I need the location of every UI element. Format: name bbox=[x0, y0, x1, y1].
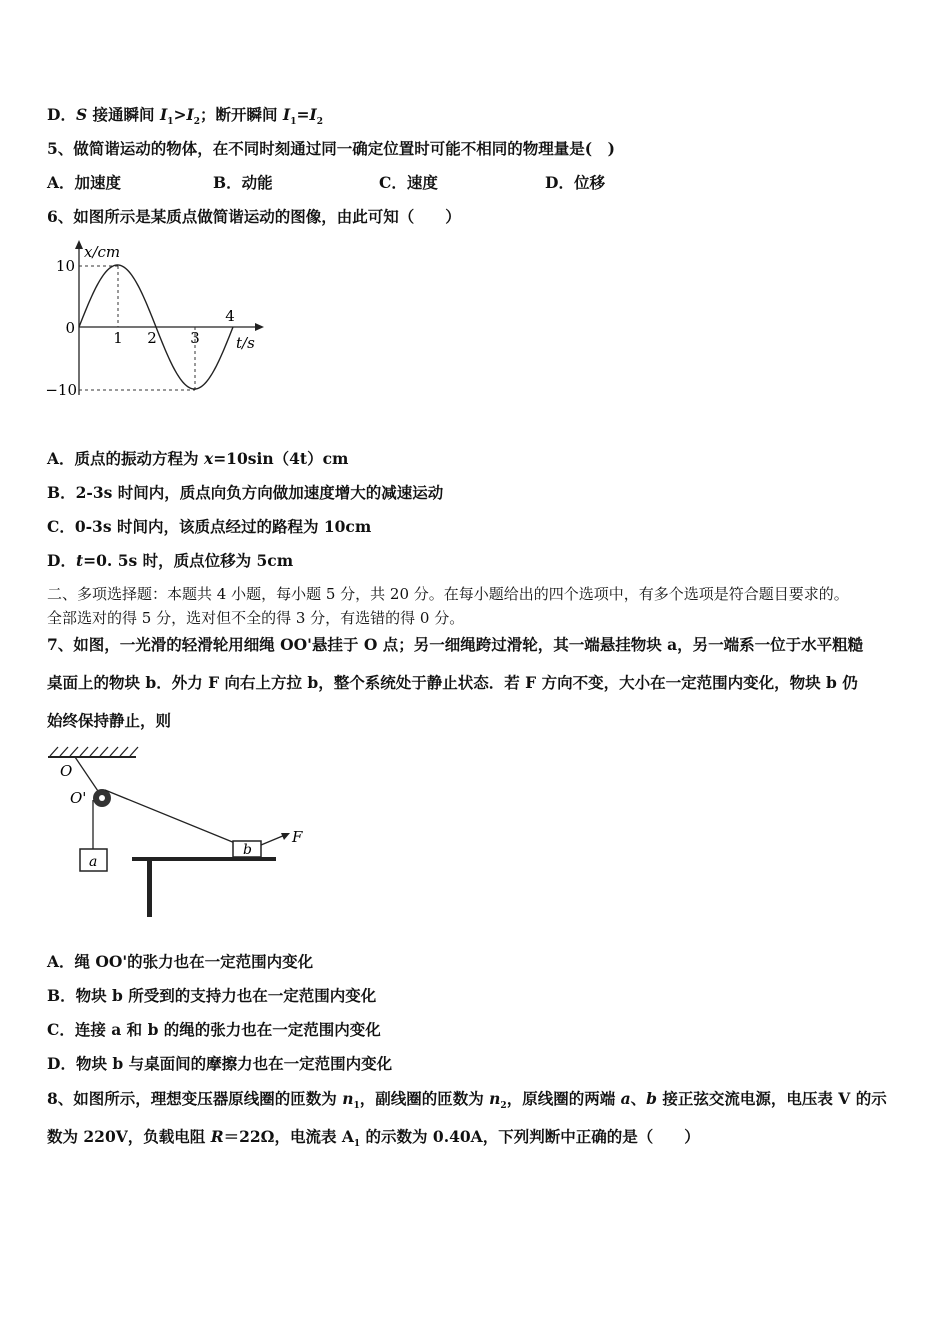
y-axis-arrow-icon bbox=[75, 240, 83, 249]
subscript: 2 bbox=[193, 117, 201, 128]
current-symbol: I bbox=[282, 105, 291, 124]
option-letter: D． bbox=[47, 551, 76, 570]
var-n: n bbox=[489, 1089, 501, 1108]
var-a: a bbox=[620, 1089, 631, 1108]
subscript: 1 bbox=[353, 1139, 361, 1150]
section2-instructions-line1: 二、多项选择题：本题共 4 小题，每小题 5 分，共 20 分。在每小题给出的四个选项中，有多个选项是符合题目要求的。 bbox=[47, 585, 849, 603]
q6-graph bbox=[40, 240, 280, 405]
q7-stem-line2: 桌面上的物块 b．外力 F 向右上方拉 b，整个系统处于静止状态．若 F 方向不变，大小在一定范围内变化，物块 b 仍 bbox=[47, 673, 858, 692]
x-tick-4: 4 bbox=[225, 307, 235, 325]
q6-option-b[interactable]: B．2-3s 时间内，质点向负方向做加速度增大的减速运动 bbox=[47, 483, 444, 502]
q7-figure bbox=[40, 742, 320, 922]
stem-text: ＝22Ω，电流表 A bbox=[223, 1127, 354, 1146]
option-letter: D． bbox=[47, 105, 76, 124]
operator: = bbox=[296, 105, 310, 124]
stem-text: ，副线圈的匝数为 bbox=[359, 1089, 490, 1108]
subscript: 1 bbox=[167, 117, 174, 128]
stem-text: 8、如图所示，理想变压器原线圈的匝数为 bbox=[47, 1089, 343, 1108]
current-symbol: I bbox=[309, 105, 317, 124]
variable-x: x bbox=[203, 449, 214, 468]
q7-stem-line1: 7、如图，一光滑的轻滑轮用细绳 OO'悬挂于 O 点；另一细绳跨过滑轮，其一端悬挂物块 a，另一端系一位于水平粗糙 bbox=[47, 635, 864, 654]
operator: > bbox=[173, 105, 187, 124]
label-o-prime: O' bbox=[70, 789, 87, 807]
var-n: n bbox=[342, 1089, 354, 1108]
subscript: 1 bbox=[353, 1101, 360, 1112]
table-leg bbox=[147, 861, 152, 917]
x-tick-2: 2 bbox=[147, 329, 157, 347]
ceiling-hatch bbox=[50, 747, 138, 756]
stem-text: ，原线圈的两端 bbox=[506, 1089, 621, 1108]
x-axis-arrow-icon bbox=[255, 323, 264, 331]
label-b: b bbox=[243, 842, 252, 858]
q5-option-b[interactable]: B．动能 bbox=[213, 173, 273, 192]
label-f: F bbox=[292, 828, 303, 846]
q6-option-c[interactable]: C．0-3s 时间内，该质点经过的路程为 10cm bbox=[47, 517, 372, 536]
y-tick-0: 0 bbox=[65, 319, 75, 337]
subscript: 2 bbox=[500, 1101, 507, 1112]
subscript: 2 bbox=[316, 117, 323, 128]
q8-stem-line2 bbox=[47, 1125, 700, 1149]
stem-text: 的示数为 0.40A，下列判断中正确的是（ ） bbox=[360, 1127, 700, 1146]
label-a: a bbox=[89, 854, 98, 870]
q5-option-a[interactable]: A．加速度 bbox=[47, 173, 122, 192]
variable-t: t bbox=[75, 551, 84, 570]
y-tick-10: 10 bbox=[55, 257, 75, 275]
prev-option-d bbox=[47, 103, 323, 127]
current-symbol: I bbox=[159, 105, 168, 124]
q7-option-d[interactable]: D．物块 b 与桌面间的摩擦力也在一定范围内变化 bbox=[47, 1054, 393, 1073]
q5-options bbox=[47, 171, 605, 193]
option-text: 接通瞬间 bbox=[87, 105, 160, 124]
y-axis-label: x/cm bbox=[84, 243, 121, 261]
q6-option-d[interactable] bbox=[47, 549, 293, 571]
switch-symbol: S bbox=[75, 105, 88, 124]
option-text: =10sin（4t）cm bbox=[213, 449, 349, 468]
y-tick-neg10: −10 bbox=[45, 381, 77, 399]
rope-to-b bbox=[105, 790, 235, 843]
q5-stem: 5、做简谐运动的物体，在不同时刻通过同一确定位置时可能不相同的物理量是( ) bbox=[47, 139, 615, 158]
q5-option-c[interactable]: C．速度 bbox=[379, 173, 438, 192]
x-axis-label: t/s bbox=[236, 334, 255, 352]
section2-instructions-line2: 全部选对的得 5 分，选对但不全的得 3 分，有选错的得 0 分。 bbox=[47, 609, 465, 627]
stem-text: 接正弦交流电源，电压表 V 的示 bbox=[657, 1089, 887, 1108]
separator: 、 bbox=[630, 1089, 647, 1108]
subscript: 1 bbox=[290, 117, 297, 128]
current-symbol: I bbox=[186, 105, 194, 124]
force-arrow bbox=[261, 835, 285, 845]
q6-stem: 6、如图所示是某质点做简谐运动的图像，由此可知（ ） bbox=[47, 207, 461, 226]
pulley-axle bbox=[99, 795, 105, 801]
var-r: R bbox=[210, 1127, 224, 1146]
option-text: =0. 5s 时，质点位移为 5cm bbox=[83, 551, 294, 570]
stem-text: 数为 220V，负载电阻 bbox=[47, 1127, 211, 1146]
x-tick-1: 1 bbox=[113, 329, 123, 347]
x-tick-3: 3 bbox=[190, 329, 200, 347]
q5-option-d[interactable]: D．位移 bbox=[545, 173, 605, 192]
label-o: O bbox=[60, 762, 73, 780]
q6-option-a[interactable] bbox=[47, 447, 348, 469]
q7-option-b[interactable]: B．物块 b 所受到的支持力也在一定范围内变化 bbox=[47, 986, 377, 1005]
option-text: A．质点的振动方程为 bbox=[47, 449, 204, 468]
option-text: ；断开瞬间 bbox=[200, 105, 283, 124]
q7-stem-line3: 始终保持静止，则 bbox=[47, 711, 172, 730]
var-b: b bbox=[646, 1089, 657, 1108]
q7-option-a[interactable]: A．绳 OO'的张力也在一定范围内变化 bbox=[47, 952, 314, 971]
q8-stem-line1 bbox=[47, 1087, 887, 1111]
q7-option-c[interactable]: C．连接 a 和 b 的绳的张力也在一定范围内变化 bbox=[47, 1020, 381, 1039]
